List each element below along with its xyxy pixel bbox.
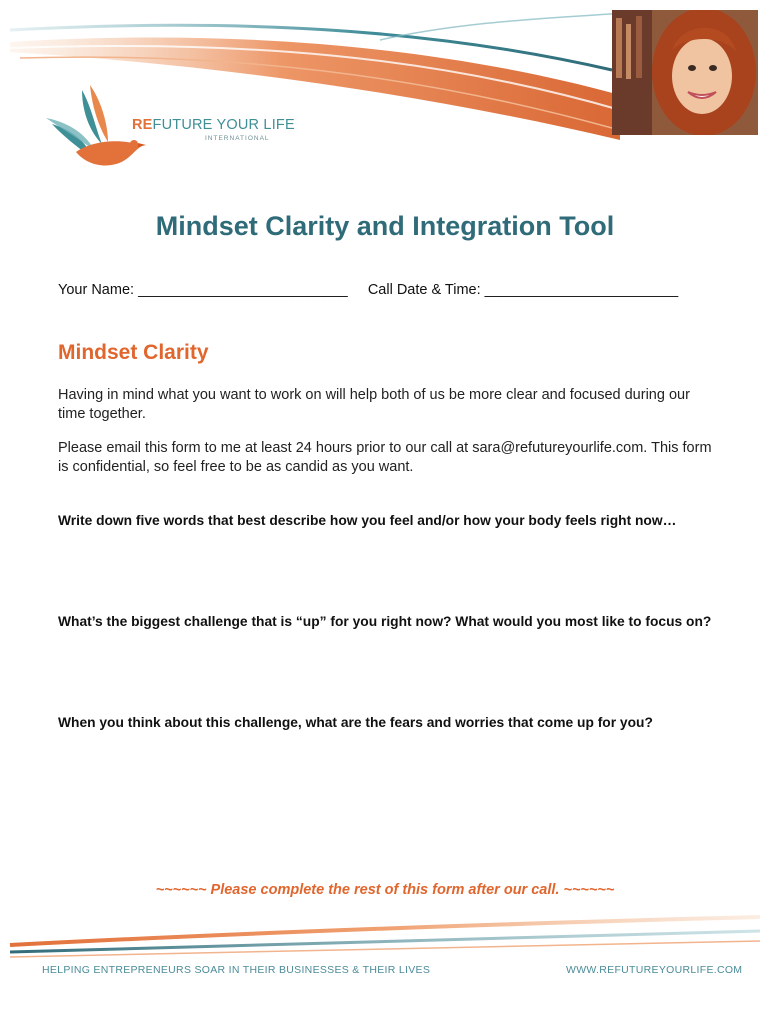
footer-website-link[interactable]: WWW.REFUTUREYOURLIFE.COM: [566, 964, 743, 976]
after-call-note: ~~~~~~ Please complete the rest of this form after our call. ~~~~~~: [155, 882, 615, 898]
name-field[interactable]: __________________________: [138, 282, 348, 298]
name-date-line: [58, 282, 678, 298]
logo-prefix: RE: [132, 117, 153, 133]
name-label: Your Name:: [58, 282, 135, 298]
section-heading: Mindset Clarity: [58, 341, 209, 364]
question-five-words: Write down five words that best describe how you feel and/or how your body feels right now…: [58, 513, 677, 528]
logo-wordmark: [132, 117, 295, 133]
coach-portrait-photo: [612, 10, 758, 135]
call-date-field[interactable]: ________________________: [484, 282, 679, 298]
question-fears-worries: When you think about this challenge, what are the fears and worries that come up for you?: [58, 715, 653, 730]
call-date-label: Call Date & Time:: [367, 282, 481, 298]
question-biggest-challenge: What’s the biggest challenge that is “up” for you right now? What would you most like to focus on?: [58, 614, 712, 629]
email-instructions-paragraph: Please email this form to me at least 24 hours prior to our call at sara@refutureyourlife.com. This form is confidential, so feel free to be as candid as you want.: [58, 440, 712, 475]
intro-paragraph: Having in mind what you want to work on will help both of us be more clear and focused during our time together.: [58, 387, 690, 422]
logo-subtitle: INTERNATIONAL: [205, 135, 270, 142]
page-title: Mindset Clarity and Integration Tool: [155, 211, 615, 241]
logo-main: FUTURE YOUR LIFE: [152, 117, 295, 133]
footer-tagline: HELPING ENTREPRENEURS SOAR IN THEIR BUSINESSES & THEIR LIVES: [42, 964, 431, 976]
